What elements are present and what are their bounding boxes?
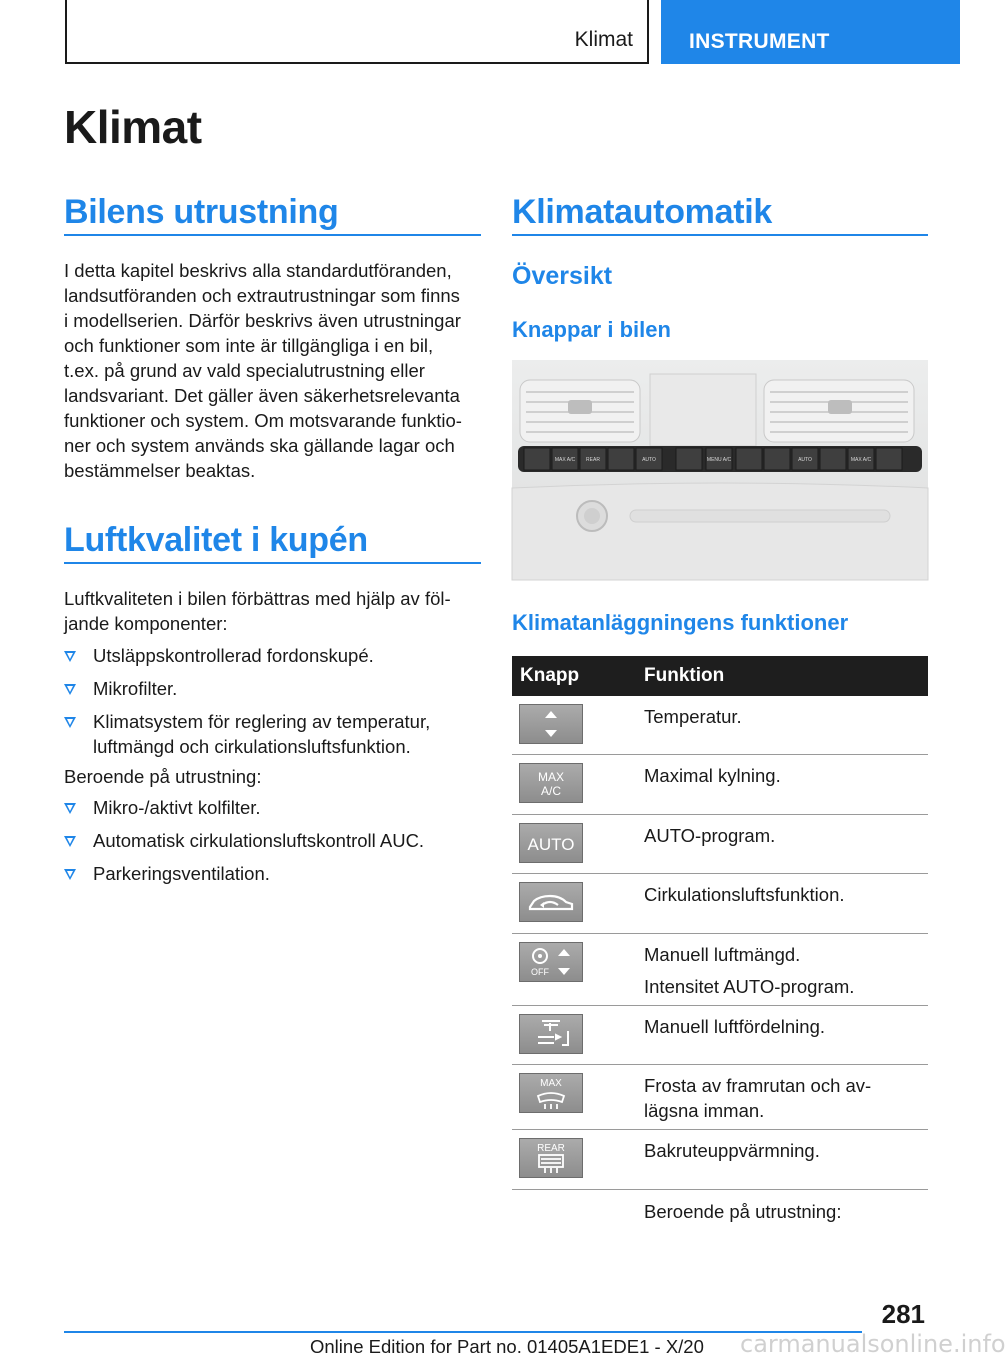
list-item: Utsläppskontrollerad fordonskupé. [64, 643, 484, 668]
svg-text:REAR: REAR [537, 1143, 565, 1154]
function-text: Bakruteuppvärmning. [644, 1140, 820, 1161]
depending-label: Beroende på utrustning: [64, 766, 262, 787]
footer-edition: Online Edition for Part no. 01405A1EDE1 - X/20 [310, 1336, 704, 1357]
functions-table [512, 656, 928, 1230]
table-row [512, 1006, 928, 1065]
fan-off-icon [519, 942, 583, 982]
bullet-triangle-icon [64, 836, 76, 847]
panel-label: MENU A/C [706, 457, 732, 463]
panel-label: REAR [586, 457, 600, 463]
climate-heading-rule [512, 234, 928, 236]
rear-defrost-icon [519, 1138, 583, 1178]
bullet-triangle-icon [64, 869, 76, 880]
table-row [512, 755, 928, 815]
svg-text:A/C: A/C [540, 784, 562, 798]
function-text: Temperatur. [644, 706, 742, 727]
function-text: AUTO-program. [644, 825, 776, 846]
overview-heading: Översikt [512, 262, 613, 290]
header-chapter-tab [661, 0, 960, 64]
function-text: Manuell luftmängd. Intensitet AUTO-program. [644, 944, 855, 997]
list-item: Mikro-/aktivt kolfilter. [64, 795, 484, 820]
list-item: Automatisk cirkulationsluftskontroll AUC. [64, 828, 484, 853]
temperature-arrows-icon [519, 704, 583, 744]
equipment-paragraph [64, 258, 462, 483]
panel-label: AUTO [798, 457, 812, 463]
equipment-heading-rule [64, 234, 481, 236]
column-header-key: Knapp [520, 665, 580, 686]
text-line: ner och system används ska gällande lagar och [64, 435, 455, 456]
svg-text:MAX: MAX [537, 770, 565, 784]
text-line: bestämmelser beaktas. [64, 460, 256, 481]
text-line: t.ex. på grund av vald specialutrustning eller [64, 360, 425, 381]
table-footer-row [512, 1190, 928, 1230]
text-line: i modellserien. Därför beskrivs även utrustningar [64, 310, 461, 331]
text-line: landsutföranden och extrautrustningar som finns [64, 285, 460, 306]
watermark: carmanualsonline.info [740, 1330, 1006, 1358]
auto-icon [519, 823, 583, 863]
bullet-triangle-icon [64, 803, 76, 814]
bullet-triangle-icon [64, 651, 76, 662]
table-header [512, 656, 928, 696]
text-line: jande komponenter: [64, 613, 228, 634]
table-footer-note: Beroende på utrustning: [644, 1201, 842, 1222]
bullet-triangle-icon [64, 684, 76, 695]
text-line: landsvariant. Det gäller även säkerhetsrelevanta [64, 385, 460, 406]
list-item: Mikrofilter. [64, 676, 484, 701]
header-chapter-label: INSTRUMENT [689, 30, 830, 53]
air-quality-heading: Luftkvalitet i kupén [64, 521, 368, 559]
panel-label: AUTO [642, 457, 656, 463]
panel-label: MAX A/C [554, 457, 576, 463]
max-ac-icon [519, 763, 583, 803]
function-text: Frosta av framrutan och av‐ lägsna imman. [644, 1075, 872, 1121]
table-row [512, 934, 928, 1006]
panel-label: MAX A/C [850, 457, 872, 463]
max-defrost-icon [519, 1073, 583, 1113]
dashboard-illustration [512, 360, 928, 580]
function-text: Maximal kylning. [644, 765, 781, 786]
column-header-function: Funktion [644, 665, 725, 686]
text-line: och funktioner som inte är tillgängliga i en bil, [64, 335, 434, 356]
list-item: Klimatsystem för reglering av temperatur, luftmängd och cirkulationsluftsfunktion. [64, 709, 484, 759]
depending-list [64, 795, 484, 894]
table-row [512, 874, 928, 934]
air-quality-list [64, 643, 484, 767]
table-row [512, 1065, 928, 1130]
header-section-tab [65, 0, 649, 64]
svg-text:AUTO: AUTO [527, 835, 575, 854]
page-title: Klimat [64, 101, 202, 153]
text-line: I detta kapitel beskrivs alla standardutföranden, [64, 260, 452, 281]
air-quality-intro [64, 586, 451, 636]
text-line: funktioner och system. Om motsvarande funktio‐ [64, 410, 462, 431]
header-section-label: Klimat [574, 28, 633, 51]
equipment-heading: Bilens utrustning [64, 193, 339, 231]
functions-heading: Klimatanläggningens funktioner [512, 610, 849, 635]
table-row [512, 696, 928, 755]
air-distribution-icon [519, 1014, 583, 1054]
climate-panel-photo [512, 360, 928, 580]
svg-text:MAX: MAX [540, 1078, 562, 1089]
table-row [512, 815, 928, 874]
climate-heading: Klimatautomatik [512, 193, 772, 231]
function-text: Cirkulationsluftsfunktion. [644, 884, 845, 905]
svg-text:OFF: OFF [531, 967, 549, 977]
text-line: Luftkvaliteten i bilen förbättras med hjälp av föl‐ [64, 588, 451, 609]
table-row [512, 1130, 928, 1190]
function-text: Manuell luftfördelning. [644, 1016, 825, 1037]
air-quality-heading-rule [64, 562, 481, 564]
bullet-triangle-icon [64, 717, 76, 728]
page-number: 281 [881, 1299, 925, 1329]
buttons-heading: Knappar i bilen [512, 317, 671, 342]
recirculation-car-icon [519, 882, 583, 922]
list-item: Parkeringsventilation. [64, 861, 484, 886]
